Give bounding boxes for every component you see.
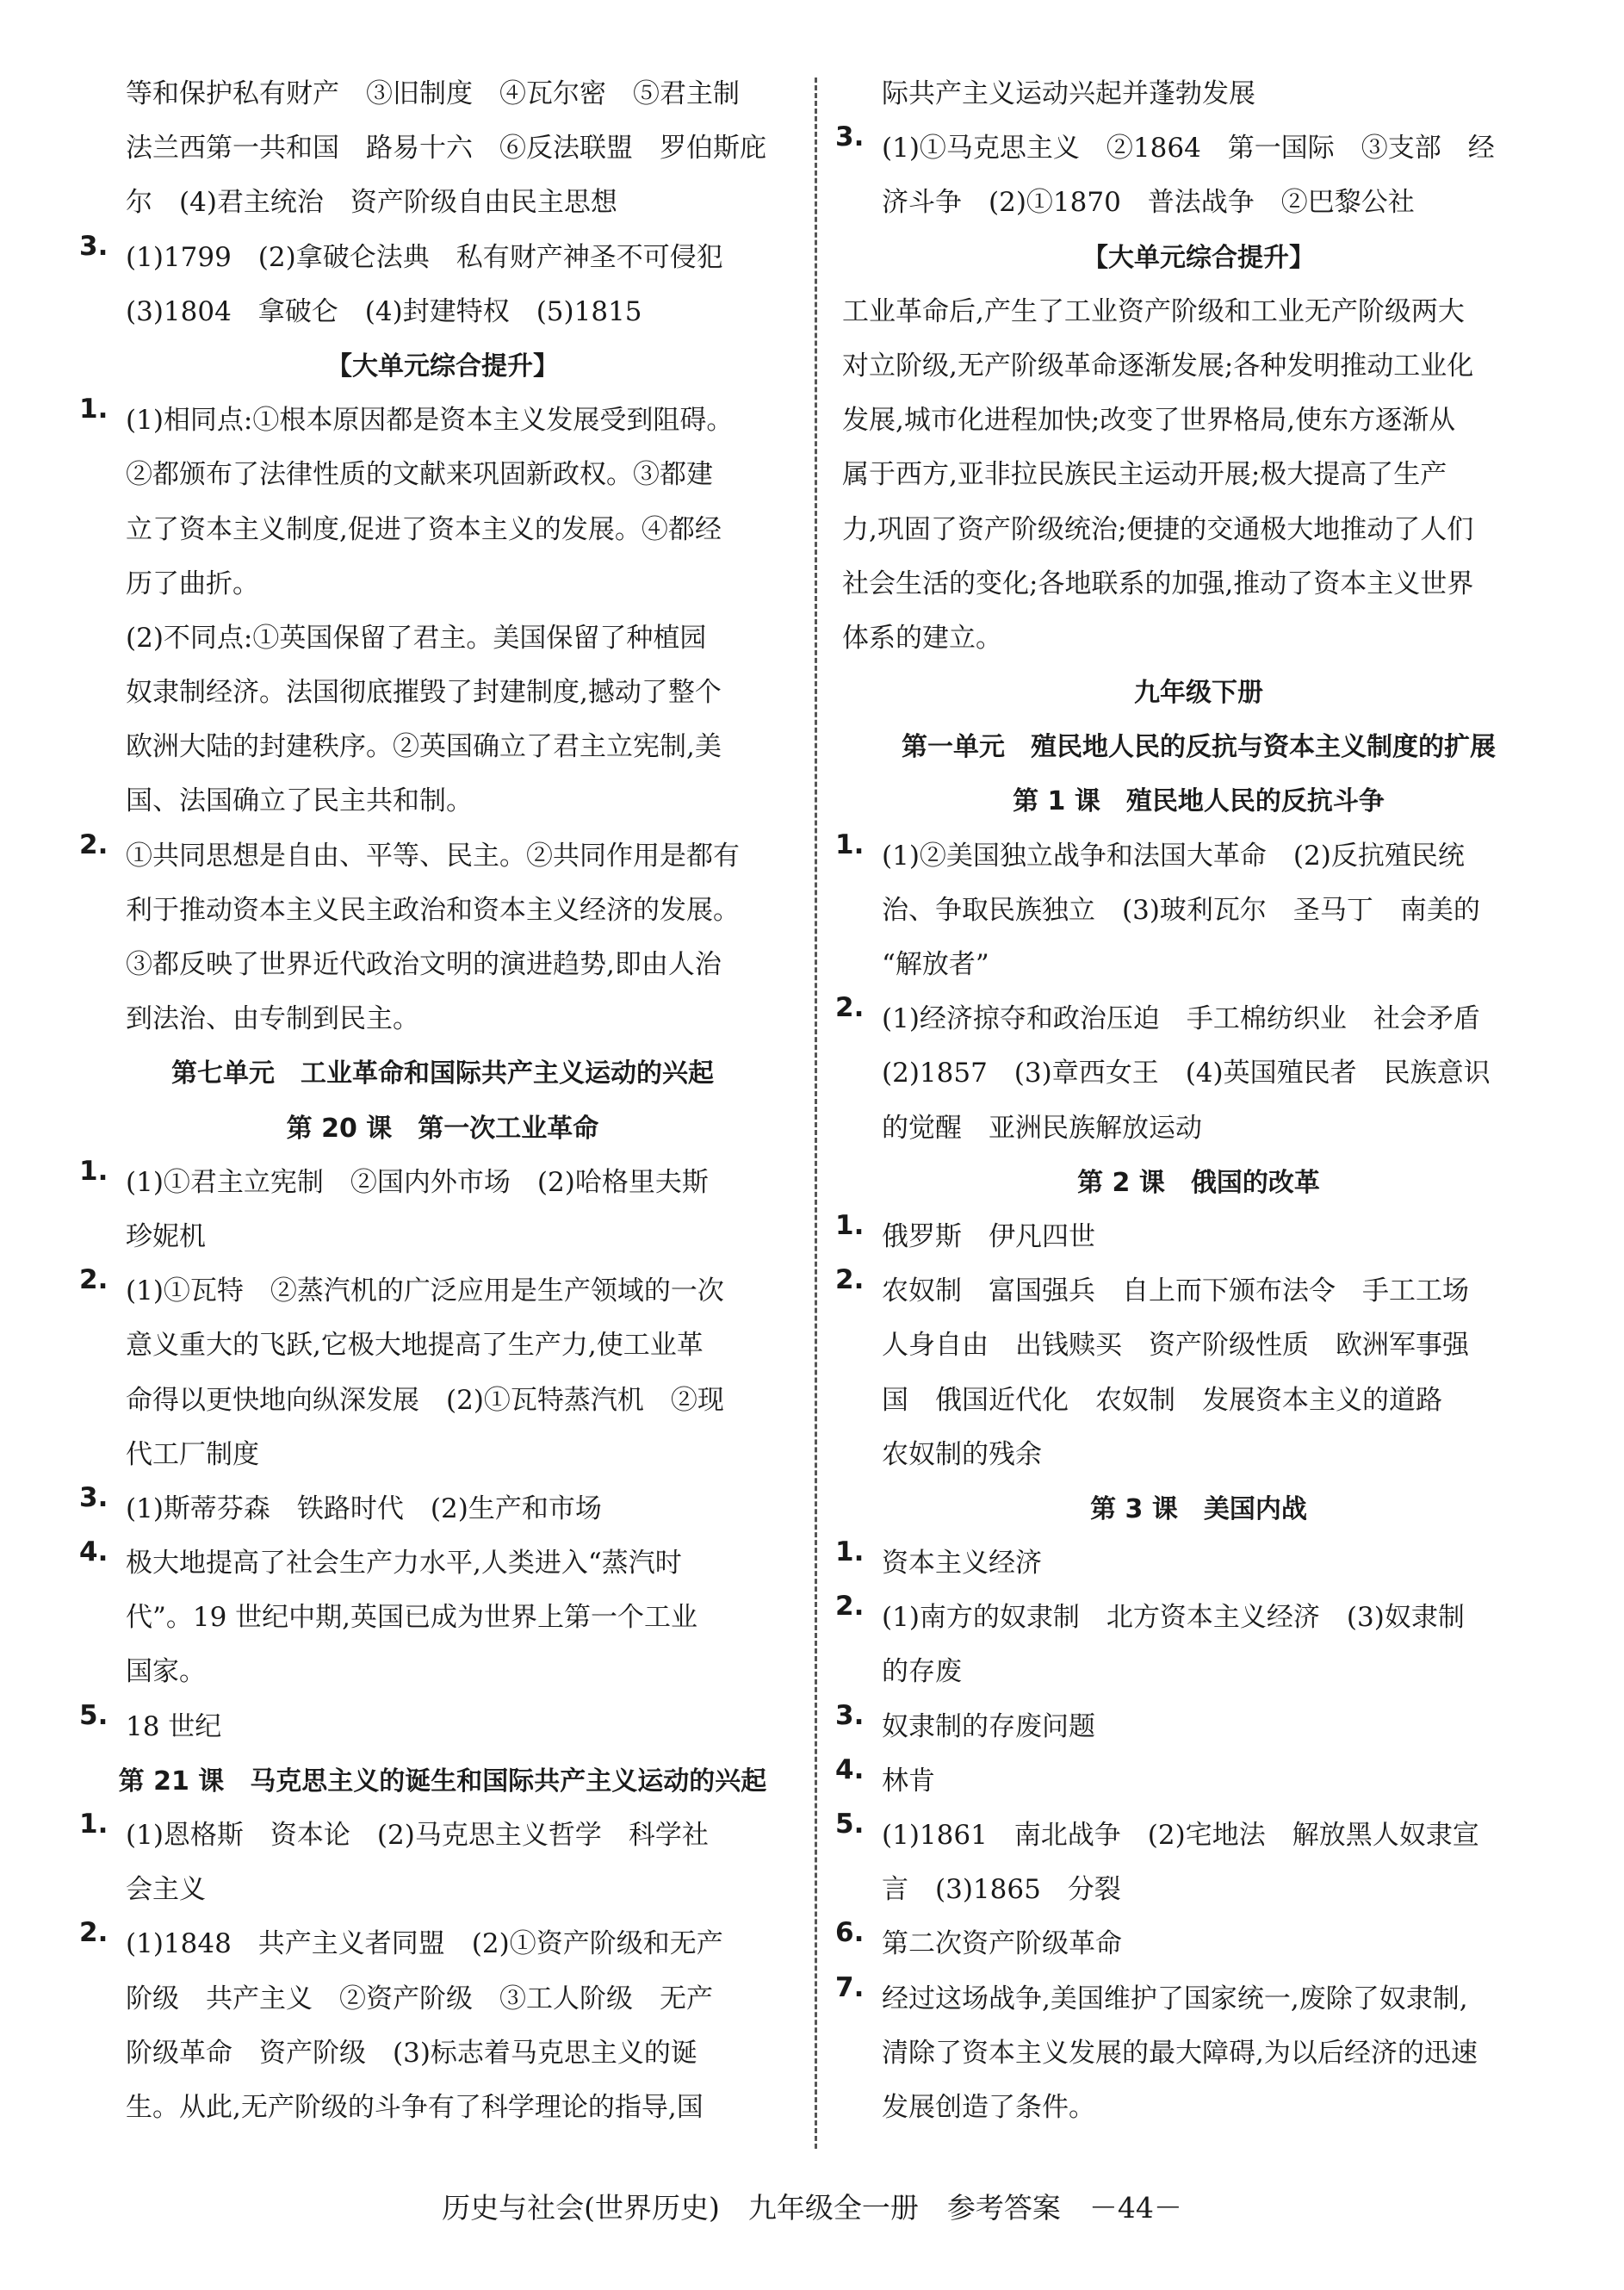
answer-item bbox=[835, 1809, 1562, 1917]
text-line: 代”。19 世纪中期,英国已成为世界上第一个工业 bbox=[126, 1602, 698, 1634]
text-line: 法兰西第一共和国 路易十六 ⑥反法联盟 罗伯斯庇 bbox=[126, 133, 766, 164]
text-line: 珍妮机 bbox=[126, 1220, 206, 1252]
answer-item bbox=[79, 1482, 806, 1536]
text-line: 生。从此,无产阶级的斗争有了科学理论的指导,国 bbox=[126, 2091, 704, 2123]
text-block bbox=[835, 67, 1562, 121]
item-number: 3. bbox=[79, 230, 108, 262]
item-number: 2. bbox=[835, 1591, 865, 1623]
section-heading bbox=[79, 339, 806, 394]
text-line: (3)1804 拿破仑 (4)封建特权 (5)1815 bbox=[126, 295, 642, 327]
item-number: 2. bbox=[835, 992, 865, 1024]
answer-item bbox=[79, 231, 806, 339]
text-line: 济斗争 (2)①1870 普法战争 ②巴黎公社 bbox=[882, 187, 1415, 219]
answer-item bbox=[835, 1536, 1562, 1591]
section-heading bbox=[835, 666, 1562, 720]
item-number: 5. bbox=[835, 1809, 865, 1840]
text-line: 清除了资本主义发展的最大障碍,为以后经济的迅速 bbox=[882, 2037, 1478, 2069]
item-number: 1. bbox=[79, 394, 108, 425]
answer-item bbox=[835, 1210, 1562, 1264]
answer-item bbox=[79, 1809, 806, 1917]
text-line: 治、争取民族独立 (3)玻利瓦尔 圣马丁 南美的 bbox=[882, 894, 1480, 926]
item-number: 1. bbox=[835, 828, 865, 860]
text-line: 资本主义经济 bbox=[882, 1548, 1042, 1579]
item-number: 6. bbox=[835, 1917, 865, 1949]
text-line: 【大单元综合提升】 bbox=[1082, 242, 1315, 273]
text-line: (2)不同点:①英国保留了君主。美国保留了种植园 bbox=[126, 622, 707, 654]
text-line: 极大地提高了社会生产力水平,人类进入“蒸汽时 bbox=[126, 1548, 682, 1579]
text-line: 对立阶级,无产阶级革命逐渐发展;各种发明推动工业化 bbox=[842, 350, 1474, 382]
text-line: 国、法国确立了民主共和制。 bbox=[126, 785, 473, 817]
text-line: (1)1799 (2)拿破仑法典 私有财产神圣不可侵犯 bbox=[126, 241, 723, 273]
text-block bbox=[79, 67, 806, 231]
text-line: 工业革命后,产生了工业资产阶级和工业无产阶级两大 bbox=[842, 295, 1465, 327]
text-line: 欧洲大陆的封建秩序。②英国确立了君主立宪制,美 bbox=[126, 731, 722, 763]
text-line: ③都反映了世界近代政治文明的演进趋势,即由人治 bbox=[126, 949, 722, 980]
section-heading bbox=[79, 1102, 806, 1156]
item-number: 3. bbox=[835, 1699, 865, 1731]
answer-item bbox=[835, 829, 1562, 993]
text-line: (2)1857 (3)章西女王 (4)英国殖民者 民族意识 bbox=[882, 1058, 1491, 1089]
section-heading bbox=[835, 231, 1562, 285]
text-line: 第 3 课 美国内战 bbox=[1090, 1493, 1307, 1524]
answer-item bbox=[79, 394, 806, 829]
item-number: 7. bbox=[835, 1971, 865, 2003]
text-line: 际共产主义运动兴起并蓬勃发展 bbox=[882, 78, 1255, 109]
item-number: 1. bbox=[79, 1155, 108, 1187]
text-line: 第二次资产阶级革命 bbox=[882, 1928, 1122, 1960]
page-footer: 历史与社会(世界历史) 九年级全一册 参考答案 －44－ bbox=[442, 2191, 1182, 2225]
text-line: 到法治、由专制到民主。 bbox=[126, 1003, 419, 1035]
section-heading bbox=[79, 1754, 806, 1809]
answer-item bbox=[79, 1264, 806, 1482]
section-heading bbox=[835, 1482, 1562, 1536]
text-line: 【大单元综合提升】 bbox=[326, 351, 559, 382]
right-column bbox=[835, 67, 1562, 2135]
item-number: 1. bbox=[79, 1809, 108, 1840]
text-line: 体系的建立。 bbox=[842, 622, 1002, 654]
section-heading bbox=[79, 1046, 806, 1101]
text-line: (1)斯蒂芬森 铁路时代 (2)生产和市场 bbox=[126, 1493, 602, 1524]
text-line: 代工厂制度 bbox=[126, 1438, 259, 1470]
text-line: 奴隶制经济。法国彻底摧毁了封建制度,撼动了整个 bbox=[126, 677, 722, 709]
item-number: 5. bbox=[79, 1699, 108, 1731]
item-number: 3. bbox=[79, 1481, 108, 1513]
item-number: 2. bbox=[835, 1264, 865, 1296]
item-number: 2. bbox=[79, 1264, 108, 1296]
answer-item bbox=[835, 1972, 1562, 2136]
text-line: 第一单元 殖民地人民的反抗与资本主义制度的扩展 bbox=[902, 732, 1496, 763]
text-line: 利于推动资本主义民主政治和资本主义经济的发展。 bbox=[126, 894, 740, 926]
section-heading bbox=[835, 720, 1562, 774]
text-line: 林肯 bbox=[882, 1765, 935, 1797]
text-line: ②都颁布了法律性质的文献来巩固新政权。③都建 bbox=[126, 459, 713, 491]
text-block bbox=[835, 285, 1562, 666]
text-line: 第 2 课 俄国的改革 bbox=[1077, 1167, 1320, 1198]
text-line: “解放者” bbox=[882, 949, 989, 980]
text-line: 国家。 bbox=[126, 1656, 206, 1688]
text-line: 第 21 课 马克思主义的诞生和国际共产主义运动的兴起 bbox=[118, 1766, 767, 1797]
text-line: 会主义 bbox=[126, 1874, 206, 1906]
text-line: (1)经济掠夺和政治压迫 手工棉纺织业 社会矛盾 bbox=[882, 1003, 1480, 1035]
item-number: 3. bbox=[835, 121, 865, 153]
text-line: 九年级下册 bbox=[1134, 678, 1263, 709]
text-line: (1)相同点:①根本原因都是资本主义发展受到阻碍。 bbox=[126, 405, 734, 437]
text-line: 命得以更快地向纵深发展 (2)①瓦特蒸汽机 ②现 bbox=[126, 1384, 724, 1416]
text-line: 的存废 bbox=[882, 1656, 962, 1688]
text-line: 社会生活的变化;各地联系的加强,推动了资本主义世界 bbox=[842, 568, 1474, 599]
text-line: 的觉醒 亚洲民族解放运动 bbox=[882, 1112, 1202, 1144]
text-line: 历了曲折。 bbox=[126, 568, 259, 599]
item-number: 4. bbox=[835, 1753, 865, 1785]
answer-item bbox=[835, 992, 1562, 1156]
section-heading bbox=[835, 1156, 1562, 1210]
text-line: (1)1861 南北战争 (2)宅地法 解放黑人奴隶宣 bbox=[882, 1820, 1479, 1851]
text-line: 俄罗斯 伊凡四世 bbox=[882, 1220, 1095, 1252]
text-line: (1)②美国独立战争和法国大革命 (2)反抗殖民统 bbox=[882, 840, 1465, 872]
answer-item bbox=[835, 1700, 1562, 1754]
text-line: 农奴制 富国强兵 自上而下颁布法令 手工工场 bbox=[882, 1275, 1469, 1307]
text-line: 第七单元 工业革命和国际共产主义运动的兴起 bbox=[171, 1058, 714, 1089]
text-line: 发展,城市化进程加快;改变了世界格局,使东方逐渐从 bbox=[842, 405, 1456, 437]
text-line: 阶级 共产主义 ②资产阶级 ③工人阶级 无产 bbox=[126, 1983, 713, 2014]
section-heading bbox=[835, 774, 1562, 828]
text-line: 经过这场战争,美国维护了国家统一,废除了奴隶制, bbox=[882, 1983, 1468, 2014]
text-line: 尔 (4)君主统治 资产阶级自由民主思想 bbox=[126, 187, 617, 219]
answer-item bbox=[835, 1264, 1562, 1482]
item-number: 2. bbox=[79, 1917, 108, 1949]
item-number: 2. bbox=[79, 828, 108, 860]
answer-item bbox=[79, 1917, 806, 2135]
answer-item bbox=[835, 1591, 1562, 1699]
text-line: 农奴制的残余 bbox=[882, 1438, 1042, 1470]
text-line: (1)①马克思主义 ②1864 第一国际 ③支部 经 bbox=[882, 133, 1495, 164]
text-line: (1)恩格斯 资本论 (2)马克思主义哲学 科学社 bbox=[126, 1820, 709, 1851]
left-column bbox=[79, 67, 806, 2135]
text-line: 阶级革命 资产阶级 (3)标志着马克思主义的诞 bbox=[126, 2037, 697, 2069]
text-line: 国 俄国近代化 农奴制 发展资本主义的道路 bbox=[882, 1384, 1442, 1416]
item-number: 4. bbox=[79, 1536, 108, 1568]
text-line: (1)①君主立宪制 ②国内外市场 (2)哈格里夫斯 bbox=[126, 1166, 709, 1198]
text-line: 意义重大的飞跃,它极大地提高了生产力,使工业革 bbox=[126, 1330, 704, 1362]
item-number: 1. bbox=[835, 1209, 865, 1241]
item-number: 1. bbox=[835, 1536, 865, 1568]
text-line: 人身自由 出钱赎买 资产阶级性质 欧洲军事强 bbox=[882, 1330, 1469, 1362]
text-line: 奴隶制的存废问题 bbox=[882, 1710, 1095, 1742]
answer-item bbox=[79, 1536, 806, 1700]
text-line: 第 20 课 第一次工业革命 bbox=[286, 1113, 599, 1144]
text-line: (1)①瓦特 ②蒸汽机的广泛应用是生产领域的一次 bbox=[126, 1275, 724, 1307]
answer-item bbox=[835, 1754, 1562, 1809]
text-line: 立了资本主义制度,促进了资本主义的发展。④都经 bbox=[126, 513, 722, 545]
answer-item bbox=[79, 829, 806, 1047]
text-line: 言 (3)1865 分裂 bbox=[882, 1874, 1121, 1906]
answer-item bbox=[835, 1917, 1562, 1971]
answer-item bbox=[79, 1156, 806, 1264]
text-line: 18 世纪 bbox=[126, 1710, 222, 1742]
text-line: (1)1848 共产主义者同盟 (2)①资产阶级和无产 bbox=[126, 1928, 723, 1960]
column-divider bbox=[815, 78, 817, 2149]
text-line: 力,巩固了资产阶级统治;便捷的交通极大地推动了人们 bbox=[842, 513, 1474, 545]
text-line: 属于西方,亚非拉民族民主运动开展;极大提高了生产 bbox=[842, 459, 1447, 491]
text-line: 发展创造了条件。 bbox=[882, 2091, 1095, 2123]
text-line: 第 1 课 殖民地人民的反抗斗争 bbox=[1013, 786, 1385, 817]
answer-item bbox=[79, 1700, 806, 1754]
text-line: (1)南方的奴隶制 北方资本主义经济 (3)奴隶制 bbox=[882, 1602, 1465, 1634]
answer-item bbox=[835, 121, 1562, 230]
text-line: 等和保护私有财产 ③旧制度 ④瓦尔密 ⑤君主制 bbox=[126, 78, 740, 109]
text-line: ①共同思想是自由、平等、民主。②共同作用是都有 bbox=[126, 840, 740, 872]
